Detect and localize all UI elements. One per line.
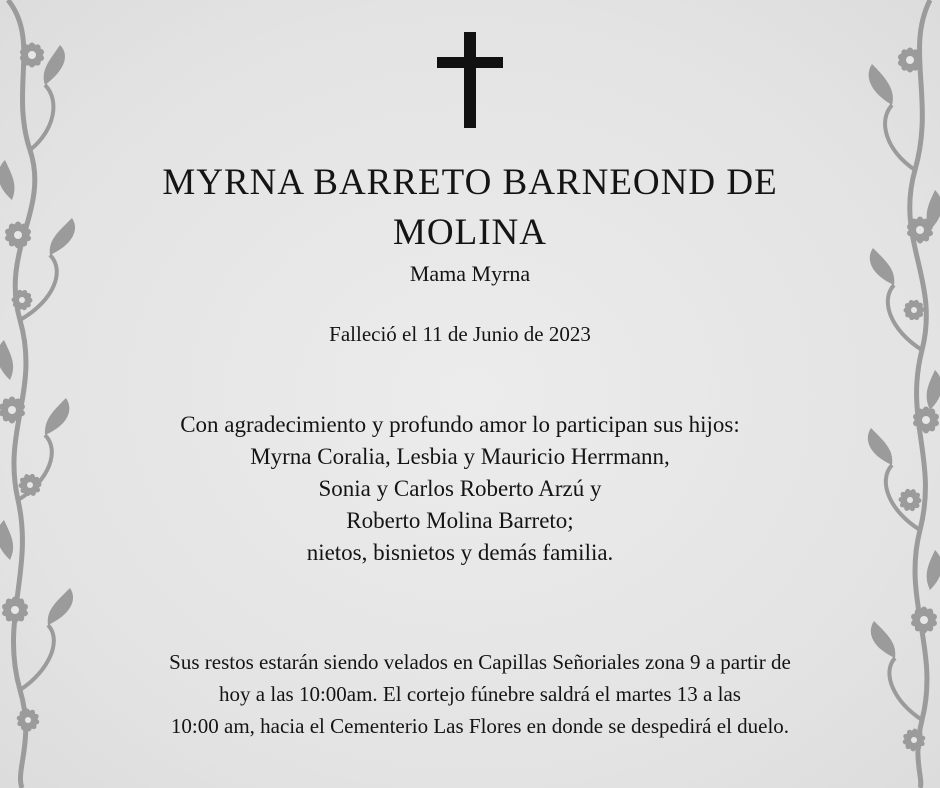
service-line: 10:00 am, hacia el Cementerio Las Flores en donde se despedirá el duelo. — [170, 714, 790, 738]
family-line: Con agradecimiento y profundo amor lo participan sus hijos: — [180, 412, 740, 437]
nickname: Mama Myrna — [409, 261, 531, 286]
service-line: Sus restos estarán siendo velados en Capillas Señoriales zona 9 a partir de — [169, 650, 791, 674]
death-date: Falleció el 11 de Junio de 2023 — [329, 322, 591, 346]
family-line: nietos, bisnietos y demás familia. — [306, 540, 614, 565]
deceased-name — [100, 158, 840, 258]
family-line: Roberto Molina Barreto; — [346, 508, 574, 533]
service-details — [70, 646, 890, 742]
family-line: Sonia y Carlos Roberto Arzú y — [318, 476, 602, 501]
deceased-name-line-1: MYRNA BARRETO BARNEOND DE — [162, 162, 778, 203]
family-line: Myrna Coralia, Lesbia y Mauricio Herrmann, — [250, 444, 670, 469]
deceased-name-line-2: MOLINA — [393, 212, 547, 253]
family-message — [80, 409, 840, 569]
latin-cross-icon — [437, 32, 503, 128]
service-line: hoy a las 10:00am. El cortejo fúnebre saldrá el martes 13 a las — [219, 682, 741, 706]
